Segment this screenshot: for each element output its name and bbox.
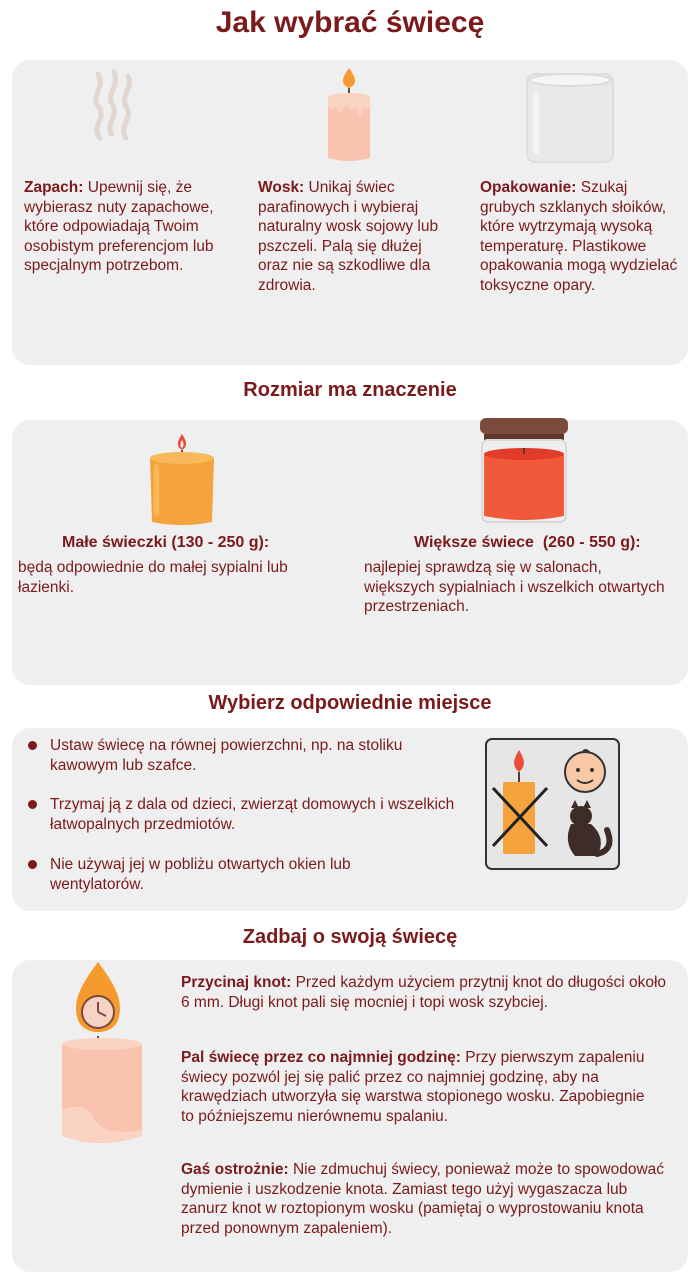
scent-label: Zapach: (24, 179, 84, 196)
bullet-dot (28, 741, 37, 750)
size-heading: Rozmiar ma znaczenie (243, 379, 457, 401)
small-candle-icon (146, 434, 218, 528)
wax-tip (258, 178, 448, 295)
scent-tip (24, 178, 229, 276)
place-heading: Wybierz odpowiednie miejsce (208, 692, 492, 714)
small-candles-label: Małe świeczki (130 - 250 g): (62, 534, 270, 551)
extinguish-text: Nie zdmuchuj świecy, ponieważ może to spowodować dymienie i uszkodzenie knota. Zamiast tego użyj wygaszacza lub zanurz knot w roztopionym wosku (pamiętaj o wyprostowaniu knota przed ponownym zapaleniem). (181, 1161, 665, 1237)
extinguish-tip (181, 1160, 671, 1238)
burn-hour-tip (181, 1048, 656, 1126)
large-candles-label: Większe świece (260 - 550 g): (414, 534, 641, 551)
large-candles-text: najlepiej sprawdzą się w salonach, większych sypialniach i wszelkich otwartych przestrzeniach. (364, 559, 665, 615)
burn-hour-text: Przy pierwszym zapaleniu świecy pozwól jej się palić przez co najmniej godzinę, aby na krawędziach utworzyła się warstwa stopionego wosku. Zapobiegnie to późniejszemu nierównemu spalaniu. (181, 1049, 645, 1125)
wax-text: Unikaj świec parafinowych i wybieraj naturalny wosk sojowy lub pszczeli. Palą się dłużej oraz nie są szkodliwe dla zdrowia. (258, 179, 439, 294)
packaging-tip (480, 178, 680, 295)
care-heading: Zadbaj o swoją świecę (242, 926, 458, 948)
large-candle-icon (476, 414, 572, 524)
size-panel (12, 420, 688, 685)
packaging-text: Szukaj grubych szklanych słoików, które wytrzymają wysoką temperaturę. Plastikowe opakowania mogą wydzielać toksyczne opary. (480, 179, 678, 294)
glass-jar-icon (525, 72, 615, 164)
burn-hour-label: Pal świecę przez co najmniej godzinę: (181, 1049, 461, 1066)
wax-candle-icon (318, 66, 380, 164)
bullet-dot (28, 800, 37, 809)
packaging-label: Opakowanie: (480, 179, 577, 196)
place-bullet-2: Trzymaj ją z dala od dzieci, zwierząt domowych i wszelkich łatwopalnych przedmiotów. (50, 796, 455, 833)
scent-waves-icon (88, 68, 138, 140)
small-candles-text: będą odpowiednie do małej sypialni lub łazienki. (18, 559, 288, 596)
place-bullet-3: Nie używaj jej w pobliżu otwartych okien lub wentylatorów. (50, 856, 351, 893)
candle-clock-icon (58, 960, 148, 1152)
extinguish-label: Gaś ostrożnie: (181, 1161, 289, 1178)
trim-wick-tip (181, 973, 676, 1012)
trim-wick-label: Przycinaj knot: (181, 974, 292, 991)
wax-label: Wosk: (258, 179, 305, 196)
trim-wick-text: Przed każdym użyciem przytnij knot do długości około 6 mm. Długi knot pali się mocniej i topi wosk szybciej. (181, 974, 667, 1011)
no-kids-pets-icon (485, 738, 620, 870)
scent-text: Upewnij się, że wybierasz nuty zapachowe, które odpowiadają Twoim osobistym preferencjom lub specjalnym potrzebom. (24, 179, 214, 274)
bullet-dot (28, 860, 37, 869)
page-title: Jak wybrać świecę (215, 6, 485, 39)
place-bullet-1: Ustaw świecę na równej powierzchni, np. na stoliku kawowym lub szafce. (50, 737, 403, 774)
